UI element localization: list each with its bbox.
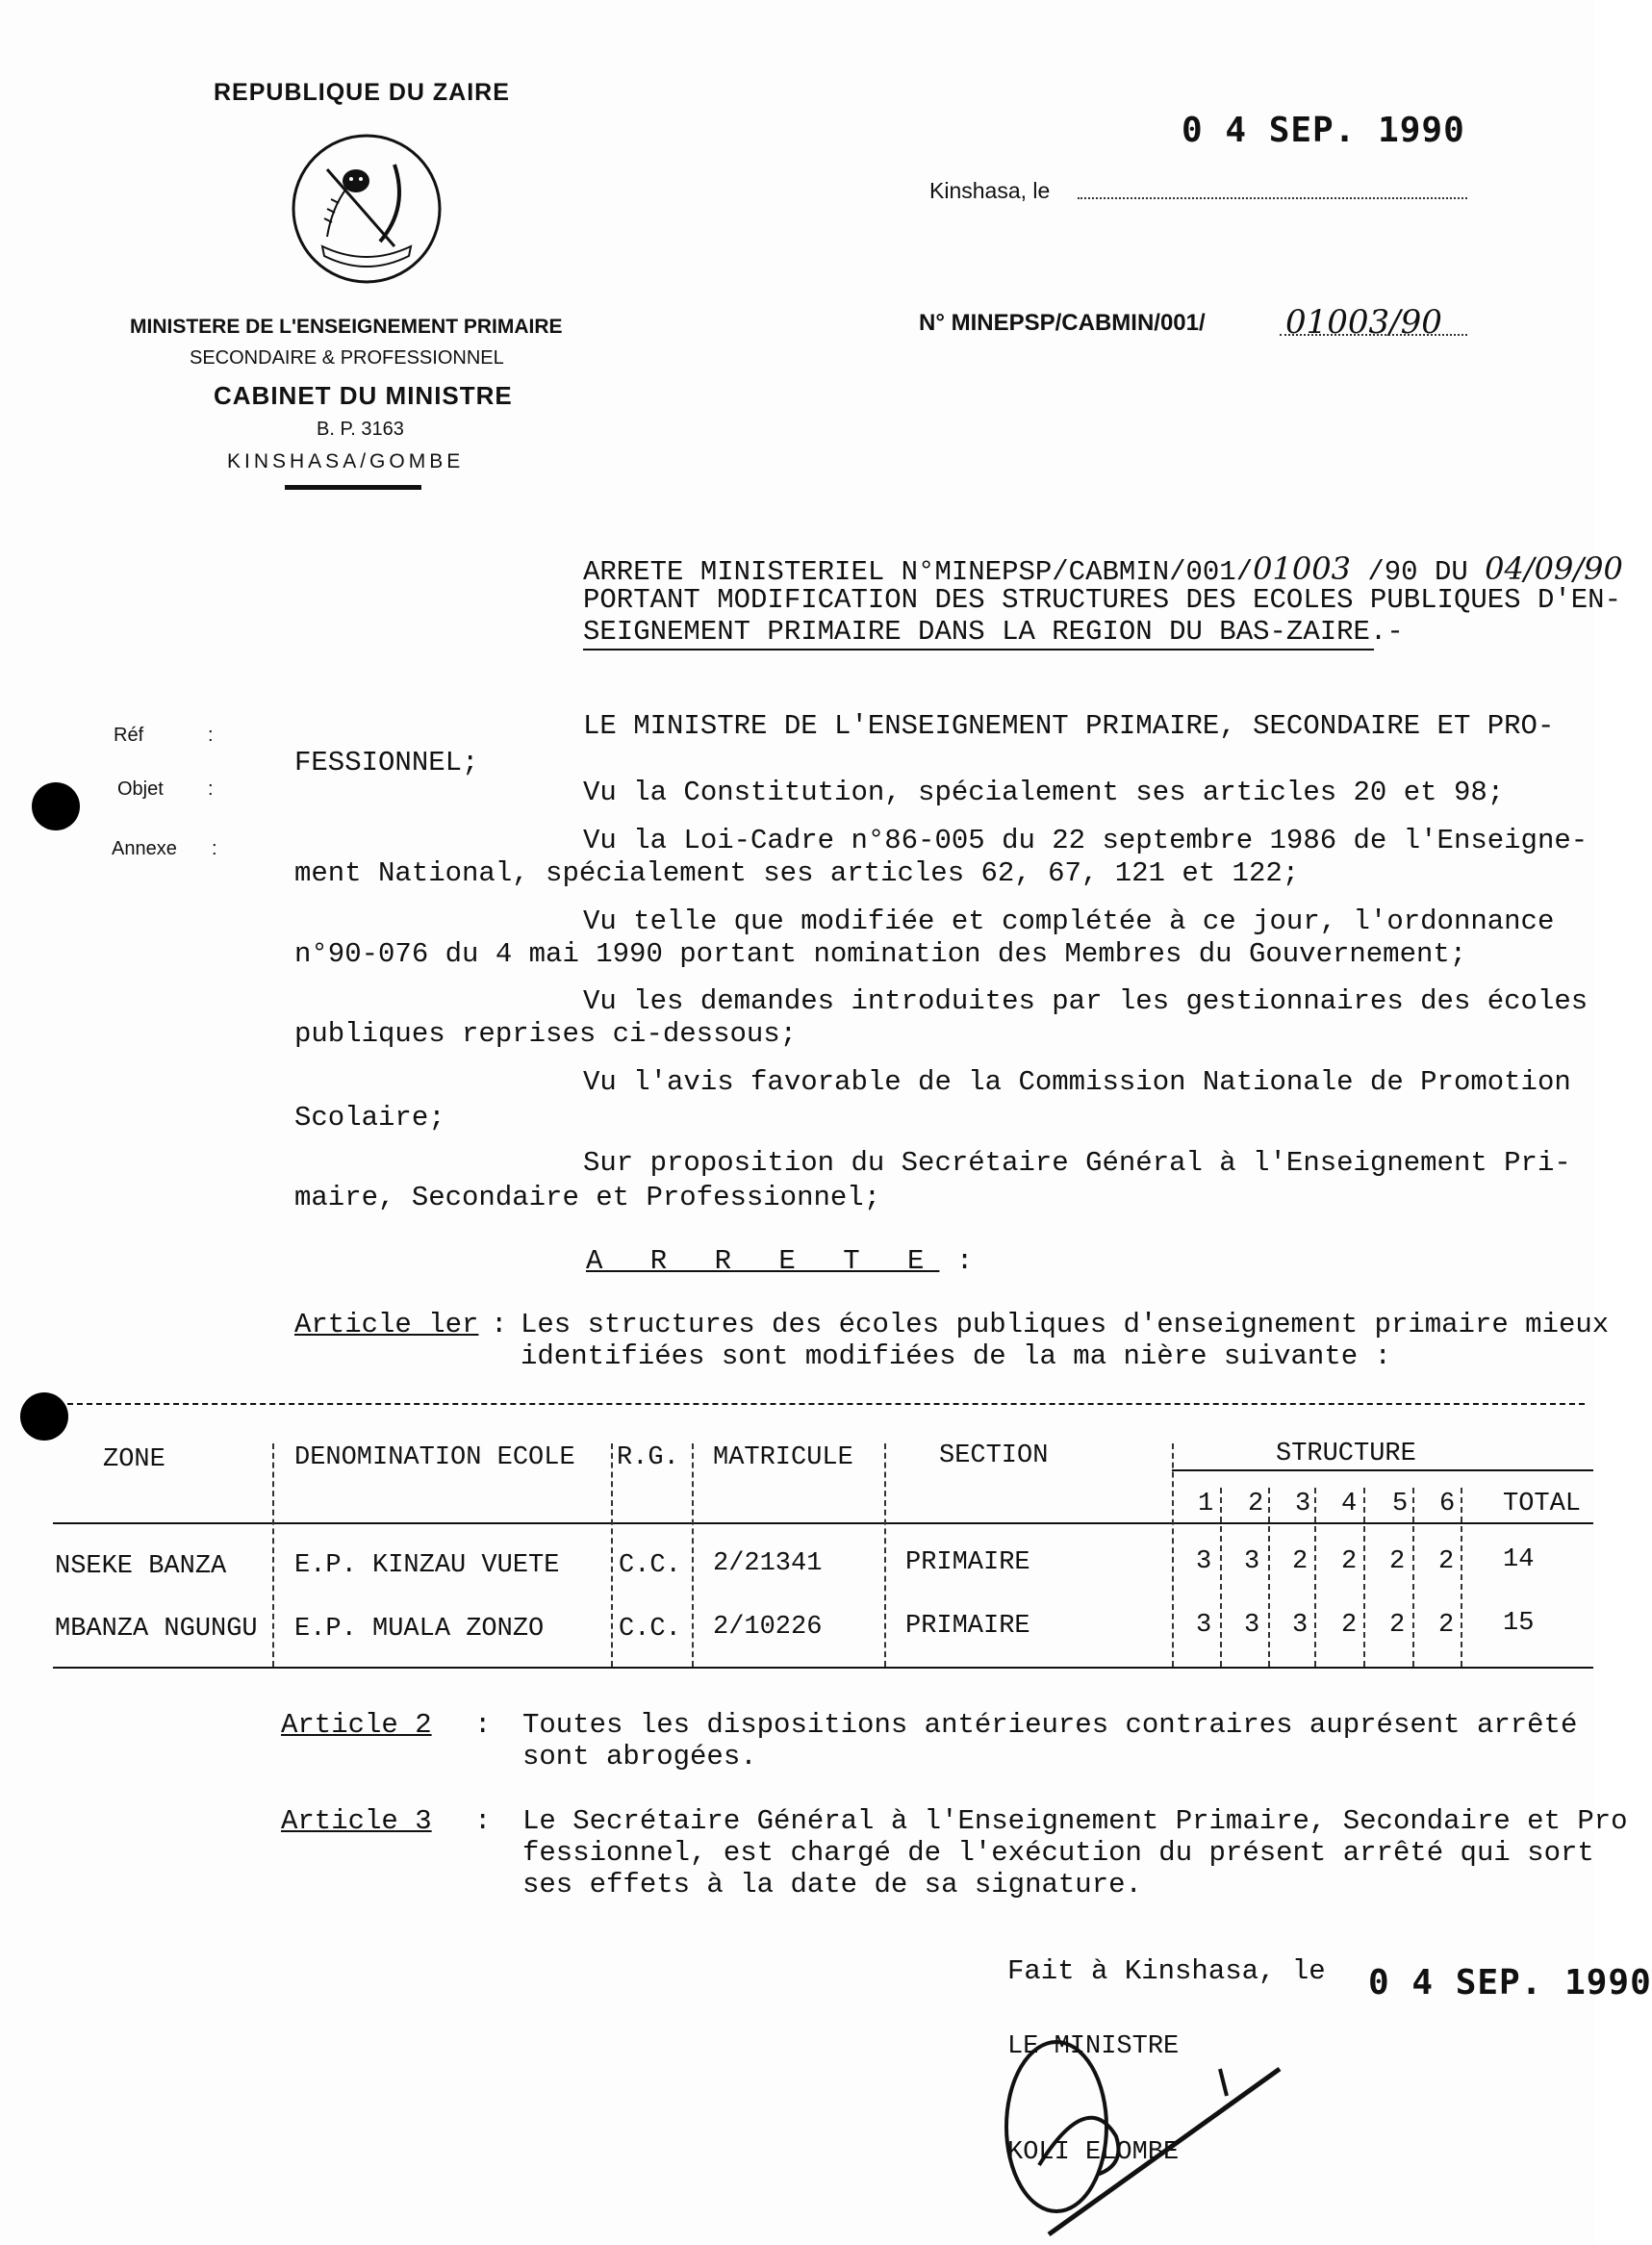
arrete-colon: :	[955, 1245, 974, 1277]
sur-proposition-line1: Sur proposition du Secrétaire Général à l'Enseignement Pri-	[583, 1147, 1571, 1179]
minister-line2: FESSIONNEL;	[294, 747, 479, 778]
arrete-heading	[586, 1245, 973, 1278]
row2-total: 15	[1503, 1609, 1535, 1638]
annexe-colon: :	[212, 838, 217, 859]
article3-label: Article 3	[281, 1805, 432, 1837]
article3-text-line1: Le Secrétaire Général à l'Enseignement Primaire, Secondaire et Pro	[522, 1805, 1628, 1837]
vu-demandes-line2: publiques reprises ci-dessous;	[294, 1018, 798, 1050]
row1-year4: 2	[1341, 1547, 1358, 1576]
minister-title: LE MINISTRE	[1007, 2032, 1180, 2061]
letterhead-rule	[285, 485, 421, 490]
col-sep-section	[1172, 1443, 1174, 1667]
article2-label: Article 2	[281, 1709, 432, 1741]
vu-constitution: Vu la Constitution, spécialement ses articles 20 et 98;	[583, 777, 1505, 808]
article3-text-line3: ses effets à la date de sa signature.	[522, 1869, 1142, 1901]
row2-section: PRIMAIRE	[905, 1612, 1030, 1641]
row2-year4: 2	[1341, 1611, 1358, 1640]
reference-dotted-line	[1280, 334, 1467, 336]
header-matricule: MATRICULE	[713, 1443, 853, 1472]
objet-colon: :	[208, 778, 214, 800]
title-underline	[583, 649, 1374, 651]
ref-colon: :	[208, 725, 214, 746]
row1-section: PRIMAIRE	[905, 1548, 1030, 1577]
col-sep-y1	[1220, 1488, 1222, 1667]
row2-year5: 2	[1389, 1611, 1406, 1640]
row2-year1: 3	[1196, 1611, 1212, 1640]
arrete-word: A R R E T E	[586, 1245, 940, 1277]
minister-line1: LE MINISTRE DE L'ENSEIGNEMENT PRIMAIRE, SECONDAIRE ET PRO-	[583, 710, 1555, 742]
col-sep-zone	[272, 1443, 274, 1667]
handwritten-signature	[981, 2021, 1309, 2242]
vu-avis-line2: Scolaire;	[294, 1102, 445, 1134]
minister-name: KOLI ELOMBE	[1007, 2138, 1180, 2167]
sur-proposition-line2: maire, Secondaire et Professionnel;	[294, 1182, 881, 1213]
article2-text-line2: sont abrogées.	[522, 1741, 757, 1773]
header-year-3: 3	[1295, 1490, 1311, 1518]
header-year-4: 4	[1341, 1490, 1358, 1518]
vu-avis-line1: Vu l'avis favorable de la Commission Nationale de Promotion	[583, 1066, 1571, 1098]
row2-ecole: E.P. MUALA ZONZO	[294, 1615, 545, 1644]
row1-total: 14	[1503, 1545, 1535, 1574]
decree-title-hand-number: 01003	[1253, 550, 1351, 587]
vu-demandes-line1: Vu les demandes introduites par les gestionnaires des écoles	[583, 985, 1588, 1017]
article3-text-line2: fessionnel, est chargé de l'exécution du présent arrêté qui sort	[522, 1837, 1594, 1869]
row1-year5: 2	[1389, 1547, 1406, 1576]
country-name: REPUBLIQUE DU ZAIRE	[214, 79, 510, 106]
kinshasa-date-label: Kinshasa, le	[929, 178, 1051, 203]
row1-ecole: E.P. KINZAU VUETE	[294, 1551, 560, 1580]
header-rg: R.G.	[617, 1443, 679, 1472]
date-stamp: 0 4 SEP. 1990	[1182, 111, 1465, 150]
table-bottom-rule	[53, 1667, 1593, 1669]
punch-hole-bottom	[20, 1392, 68, 1441]
col-sep-ecole	[611, 1443, 613, 1667]
decree-title-line3: SEIGNEMENT PRIMAIRE DANS LA REGION DU BAS-ZAIRE.-	[583, 616, 1404, 648]
vu-ordonnance-line2: n°90-076 du 4 mai 1990 portant nomination des Membres du Gouvernement;	[294, 938, 1467, 970]
article1-text-line2: identifiées sont modifiées de la ma nière suivante :	[521, 1340, 1391, 1372]
article1-label: Article ler	[294, 1309, 479, 1340]
col-sep-y4	[1363, 1488, 1365, 1667]
col-sep-y5	[1412, 1488, 1414, 1667]
table-header-rule	[53, 1522, 1593, 1524]
article2-colon: :	[474, 1709, 492, 1741]
article1-text-line1: Les structures des écoles publiques d'enseignement primaire mieux	[521, 1309, 1610, 1340]
reference-number-label: N° MINEPSP/CABMIN/001/	[919, 310, 1206, 336]
row2-rg: C.C.	[619, 1615, 681, 1644]
emblem-seal	[289, 131, 445, 287]
col-sep-y6	[1461, 1488, 1462, 1667]
header-year-5: 5	[1392, 1490, 1409, 1518]
col-sep-y2	[1268, 1488, 1270, 1667]
article3-colon: :	[474, 1805, 492, 1837]
fait-a-kinshasa: Fait à Kinshasa, le	[1007, 1955, 1326, 1987]
decree-title-line2: PORTANT MODIFICATION DES STRUCTURES DES ECOLES PUBLIQUES D'EN-	[583, 584, 1621, 616]
header-zone: ZONE	[103, 1445, 165, 1474]
vu-ordonnance-line1: Vu telle que modifiée et complétée à ce jour, l'ordonnance	[583, 906, 1555, 937]
article1-colon: :	[491, 1309, 508, 1340]
header-year-6: 6	[1439, 1490, 1456, 1518]
row1-rg: C.C.	[619, 1551, 681, 1580]
closing-date-stamp: 0 4 SEP. 1990	[1368, 1963, 1652, 2003]
row2-zone: MBANZA NGUNGU	[55, 1615, 258, 1644]
reference-number-handwritten: 01003/90	[1285, 303, 1442, 342]
cabinet-title: CABINET DU MINISTRE	[214, 381, 513, 410]
date-dotted-line	[1078, 197, 1467, 199]
row1-year1: 3	[1196, 1547, 1212, 1576]
row2-year2: 3	[1244, 1611, 1260, 1640]
row1-year3: 2	[1292, 1547, 1309, 1576]
row1-matricule: 2/21341	[713, 1549, 823, 1578]
row2-year6: 2	[1438, 1611, 1455, 1640]
header-denomination: DENOMINATION ECOLE	[294, 1443, 575, 1472]
col-sep-rg	[692, 1443, 694, 1667]
vu-loi-cadre-line2: ment National, spécialement ses articles 62, 67, 121 et 122;	[294, 857, 1300, 889]
table-top-rule	[67, 1403, 1585, 1405]
vu-loi-cadre-line1: Vu la Loi-Cadre n°86-005 du 22 septembre 1986 de l'Enseigne-	[583, 825, 1588, 856]
row1-year2: 3	[1244, 1547, 1260, 1576]
objet-label: Objet	[117, 778, 164, 800]
row2-matricule: 2/10226	[713, 1613, 823, 1642]
ministry-line1: MINISTERE DE L'ENSEIGNEMENT PRIMAIRE	[130, 316, 563, 338]
header-section: SECTION	[939, 1441, 1049, 1470]
article2-text-line1: Toutes les dispositions antérieures contraires auprésent arrêté	[522, 1709, 1578, 1741]
header-year-2: 2	[1248, 1490, 1264, 1518]
row2-year3: 3	[1292, 1611, 1309, 1640]
po-box: B. P. 3163	[317, 419, 404, 440]
header-year-1: 1	[1198, 1490, 1214, 1518]
col-sep-matricule	[884, 1443, 886, 1667]
decree-title-hand-date: 04/09/90	[1485, 550, 1623, 587]
decree-title-mid: /90 DU	[1367, 556, 1468, 588]
structure-header-rule	[1172, 1469, 1593, 1471]
punch-hole-top	[32, 782, 80, 830]
row1-year6: 2	[1438, 1547, 1455, 1576]
header-structure: STRUCTURE	[1276, 1440, 1416, 1468]
decree-title-prefix: ARRETE MINISTERIEL N°MINEPSP/CABMIN/001/	[583, 556, 1254, 588]
ministry-line2: SECONDAIRE & PROFESSIONNEL	[190, 347, 504, 369]
ref-label: Réf	[114, 725, 144, 746]
annexe-label: Annexe	[112, 838, 177, 859]
row1-zone: NSEKE BANZA	[55, 1552, 227, 1581]
city-line: KINSHASA/GOMBE	[227, 450, 465, 472]
header-total: TOTAL	[1503, 1490, 1582, 1518]
col-sep-y3	[1314, 1488, 1316, 1667]
